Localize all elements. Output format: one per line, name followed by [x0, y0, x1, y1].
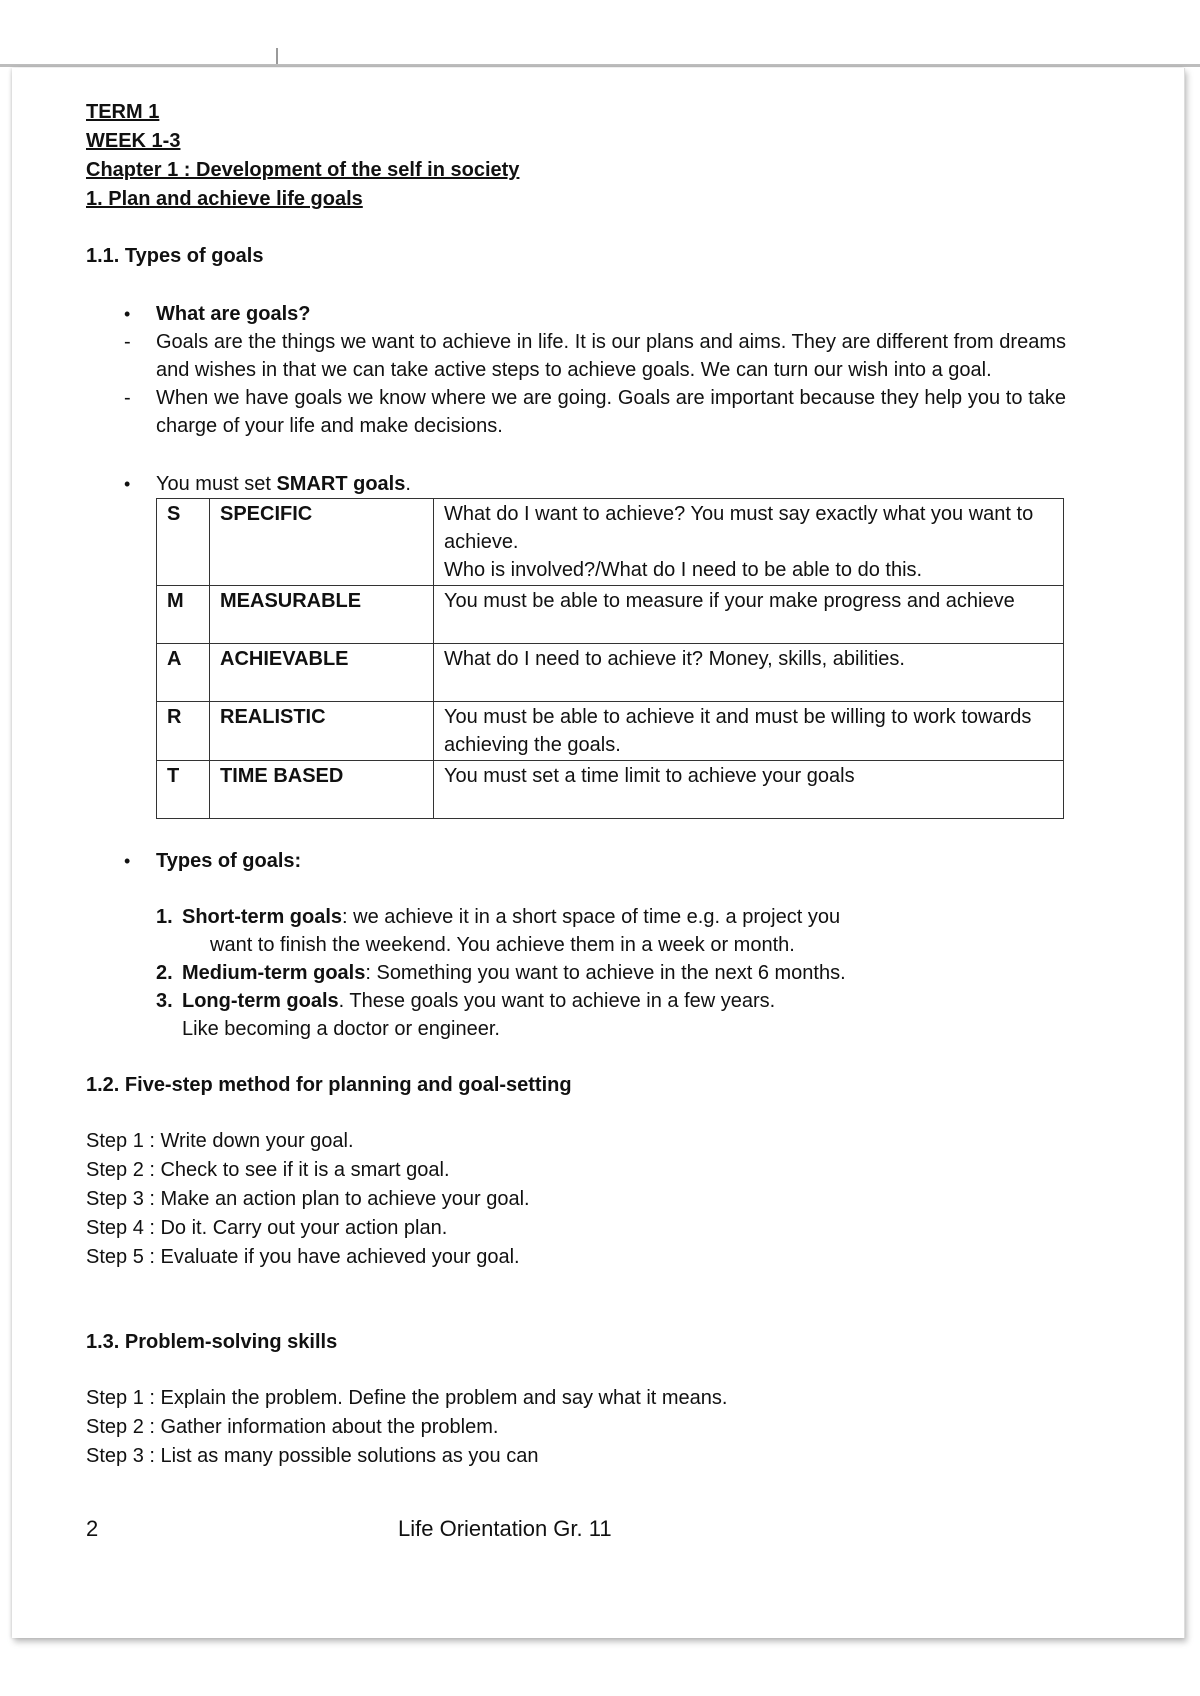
- list-item: Step 3 : List as many possible solutions as you can: [86, 1445, 539, 1467]
- smart-desc: [434, 499, 1064, 586]
- types-title: Types of goals:: [156, 850, 302, 872]
- list-item: Step 3 : Make an action plan to achieve your goal.: [86, 1188, 530, 1210]
- dash-text: Goals are the things we want to achieve in life. It is our plans and aims. They are different from dreams and wishes in that we can take active steps to achieve goals. We can turn our wish into a goal.: [156, 331, 1066, 381]
- goal-type-item: [86, 987, 1066, 1043]
- smart-desc-line: What do I want to achieve? You must say exactly what you want to achieve.: [444, 503, 1034, 553]
- dash-text: When we have goals we know where we are going. Goals are important because they help you to take charge of your life and make decisions.: [156, 387, 1066, 437]
- table-row: [157, 499, 1064, 586]
- top-ruler-tick: [276, 48, 278, 64]
- goal-number: 1.: [156, 906, 173, 928]
- dash-item-2: [86, 384, 1066, 440]
- smart-word: REALISTIC: [210, 702, 434, 761]
- smart-table: [156, 498, 1064, 819]
- table-row: [157, 644, 1064, 702]
- term-heading: TERM 1: [86, 101, 160, 123]
- dash-icon: -: [124, 331, 131, 353]
- top-divider: [0, 64, 1200, 67]
- bullet-icon: •: [124, 304, 131, 324]
- dash-item-1: [86, 328, 1066, 384]
- dash-icon: -: [124, 387, 131, 409]
- smart-word: TIME BASED: [210, 761, 434, 819]
- goal-text: : Something you want to achieve in the next 6 months.: [365, 962, 846, 984]
- bullet-what-are-goals: [86, 300, 1066, 328]
- page-number: 2: [86, 1516, 99, 1541]
- smart-letter: S: [157, 499, 210, 586]
- goal-term: Medium-term goals: [182, 962, 366, 984]
- goal-text: : we achieve it in a short space of time e.g. a project you: [342, 906, 841, 928]
- smart-word: MEASURABLE: [210, 586, 434, 644]
- smart-word: ACHIEVABLE: [210, 644, 434, 702]
- goal-text-continued: want to finish the weekend. You achieve them in a week or month.: [210, 934, 795, 956]
- goal-number: 2.: [156, 962, 173, 984]
- table-row: [157, 761, 1064, 819]
- smart-word: SPECIFIC: [210, 499, 434, 586]
- smart-desc: What do I need to achieve it? Money, skills, abilities.: [434, 644, 1064, 702]
- topic-heading: 1. Plan and achieve life goals: [86, 188, 363, 210]
- goal-number: 3.: [156, 990, 173, 1012]
- bullet-label: What are goals?: [156, 303, 311, 325]
- goal-text-continued: Like becoming a doctor or engineer.: [182, 1018, 500, 1040]
- smart-letter: M: [157, 586, 210, 644]
- section-1-2-title: 1.2. Five-step method for planning and goal-setting: [86, 1074, 572, 1096]
- goal-type-item: [86, 959, 1066, 987]
- smart-intro-prefix: You must set: [156, 473, 277, 495]
- smart-intro-suffix: .: [405, 473, 411, 495]
- bullet-smart-intro: [86, 470, 1066, 498]
- bullet-icon: •: [124, 851, 131, 871]
- page-content: [86, 98, 1066, 1471]
- smart-letter: A: [157, 644, 210, 702]
- list-item: Step 4 : Do it. Carry out your action plan.: [86, 1217, 448, 1239]
- table-row: [157, 702, 1064, 761]
- list-item: Step 1 : Explain the problem. Define the problem and say what it means.: [86, 1387, 728, 1409]
- section-1-3-title: 1.3. Problem-solving skills: [86, 1331, 338, 1353]
- week-heading: WEEK 1-3: [86, 130, 181, 152]
- list-item: Step 5 : Evaluate if you have achieved your goal.: [86, 1246, 520, 1268]
- chapter-heading: Chapter 1 : Development of the self in society: [86, 159, 520, 181]
- goal-text: . These goals you want to achieve in a few years.: [338, 990, 776, 1012]
- list-item: Step 2 : Check to see if it is a smart goal.: [86, 1159, 450, 1181]
- goal-type-item: [86, 903, 1066, 959]
- smart-desc: You must be able to measure if your make progress and achieve: [434, 586, 1064, 644]
- list-item: Step 1 : Write down your goal.: [86, 1130, 354, 1152]
- footer-title: Life Orientation Gr. 11: [398, 1516, 612, 1541]
- section-1-1-title: 1.1. Types of goals: [86, 245, 264, 267]
- smart-desc: You must be able to achieve it and must be willing to work towards achieving the goals.: [434, 702, 1064, 761]
- bullet-icon: •: [124, 474, 131, 494]
- smart-desc: You must set a time limit to achieve your goals: [434, 761, 1064, 819]
- table-row: [157, 586, 1064, 644]
- list-item: Step 2 : Gather information about the problem.: [86, 1416, 499, 1438]
- smart-intro-bold: SMART goals: [276, 473, 406, 495]
- goal-term: Short-term goals: [182, 906, 343, 928]
- smart-desc-line-2: Who is involved?/What do I need to be able to do this.: [444, 559, 923, 581]
- smart-letter: T: [157, 761, 210, 819]
- goal-term: Long-term goals: [182, 990, 339, 1012]
- bullet-types-of-goals: [86, 847, 1066, 875]
- smart-letter: R: [157, 702, 210, 761]
